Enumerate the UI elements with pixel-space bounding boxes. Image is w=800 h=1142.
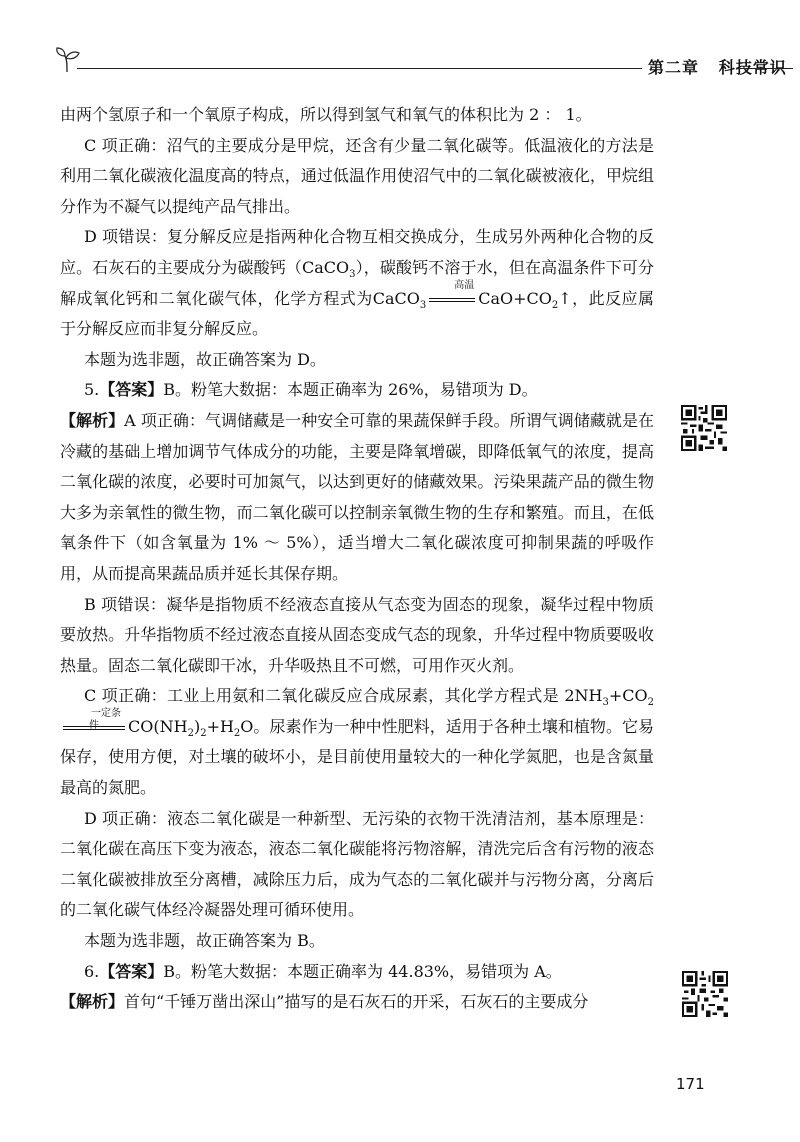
- paragraph-option-d-dry-cleaning: D 项正确：液态二氧化碳是一种新型、无污染的衣物干洗清洁剂，基本原理是：二氧化碳在高压下变为液态，液态二氧化碳能将污物溶解，清洗完后含有污物的液态二氧化碳被排放至分离槽，减除压力后，成为气态的二氧化碳并与污物分离，分离后的二氧化碳气体经冷凝器处理可循环使用。: [60, 808, 654, 920]
- paragraph-option-c-urea: C 项正确：工业上用氨和二氧化碳反应合成尿素，其化学方程式是 $2NH_3+CO_2$ 一定条件 $CO(NH_2)_2+H_2O$。尿素作为一种中性肥料，适用于各种土壤和植物。它易保存，使用方便，对土壤的破坏小，是目前使用量较大的一种化学氮肥，也是含氮量最高的氮肥。: [60, 686, 654, 798]
- chapter-number: 第二章: [648, 58, 700, 77]
- header-rule-left: [77, 68, 642, 69]
- sprout-icon: [55, 46, 83, 74]
- page-number: 171: [676, 1075, 705, 1093]
- paragraph-answer-d: 本题为选非题，故正确答案为 D。: [84, 349, 326, 369]
- paragraph-q5-analysis: 【解析】A 项正确：气调储藏是一种安全可靠的果蔬保鲜手段。所谓气调储藏就是在冷藏的基础上增加调节气体成分的功能，主要是降氧增碳，即降低氧气的浓度，提高二氧化碳的浓度，必要时可加氮气，以达到更好的储藏效果。污染果蔬产品的微生物大多为亲氧性的微生物，而二氧化碳可以控制亲氧微生物的生存和繁殖。而且，在低氧条件下（如含氧量为 1% ～ 5%），适当增大二氧化碳浓度可抑制果蔬的呼吸作用，从而提高果蔬品质并延长其保存期。: [60, 410, 654, 583]
- reaction-arrow-high-temp: 高温: [429, 292, 475, 306]
- paragraph-option-b-sublimation: B 项错误：凝华是指物质不经液态直接从气态变为固态的现象，凝华过程中物质要放热。升华指物质不经过液态直接从固态变成气态的现象，升华过程中物质要吸收热量。固态二氧化碳即干冰，升华吸热且不可燃，可用作灭火剂。: [60, 594, 654, 675]
- paragraph-option-c-biogas: C 项正确：沼气的主要成分是甲烷，还含有少量二氧化碳等。低温液化的方法是利用二氧化碳液化温度高的特点，通过低温作用使沼气中的二氧化碳被液化，甲烷组分作为不凝气以提纯产品气排出。: [60, 135, 654, 216]
- qr-code-icon[interactable]: [681, 405, 727, 451]
- reaction-arrow-condition: 一定条件: [63, 720, 125, 734]
- header-rule-right: [737, 68, 793, 69]
- page-header: [55, 38, 795, 82]
- paragraph-option-d-limestone: D 项错误：复分解反应是指两种化合物互相交换成分，生成另外两种化合物的反应。石灰石的主要成分为碳酸钙（CaCO$_3$），碳酸钙不溶于水，但在高温条件下可分解成氧化钙和二氧化碳气体，化学方程式为CaCO$_3$ 高温 $CaO+CO_2↑$，此反应属于分解反应而非复分解反应。: [60, 227, 654, 339]
- paragraph-q6-analysis: 【解析】首句“千锤万凿出深山”描写的是石灰石的开采，石灰石的主要成分: [60, 992, 589, 1012]
- chapter-heading: [648, 55, 787, 78]
- qr-code-icon[interactable]: [682, 971, 728, 1017]
- chapter-title: 科技常识: [718, 58, 787, 77]
- paragraph-q6-answer: 6.【答案】B。粉笔大数据：本题正确率为 44.83%，易错项为 A。: [84, 961, 562, 981]
- paragraph-answer-b: 本题为选非题，故正确答案为 B。: [84, 931, 325, 951]
- paragraph-q5-answer: 5.【答案】B。粉笔大数据：本题正确率为 26%，易错项为 D。: [84, 380, 538, 400]
- page-body: [60, 100, 654, 1018]
- paragraph-1: 由两个氢原子和一个氧原子构成，所以得到氢气和氧气的体积比为 2 ： 1。: [60, 105, 592, 124]
